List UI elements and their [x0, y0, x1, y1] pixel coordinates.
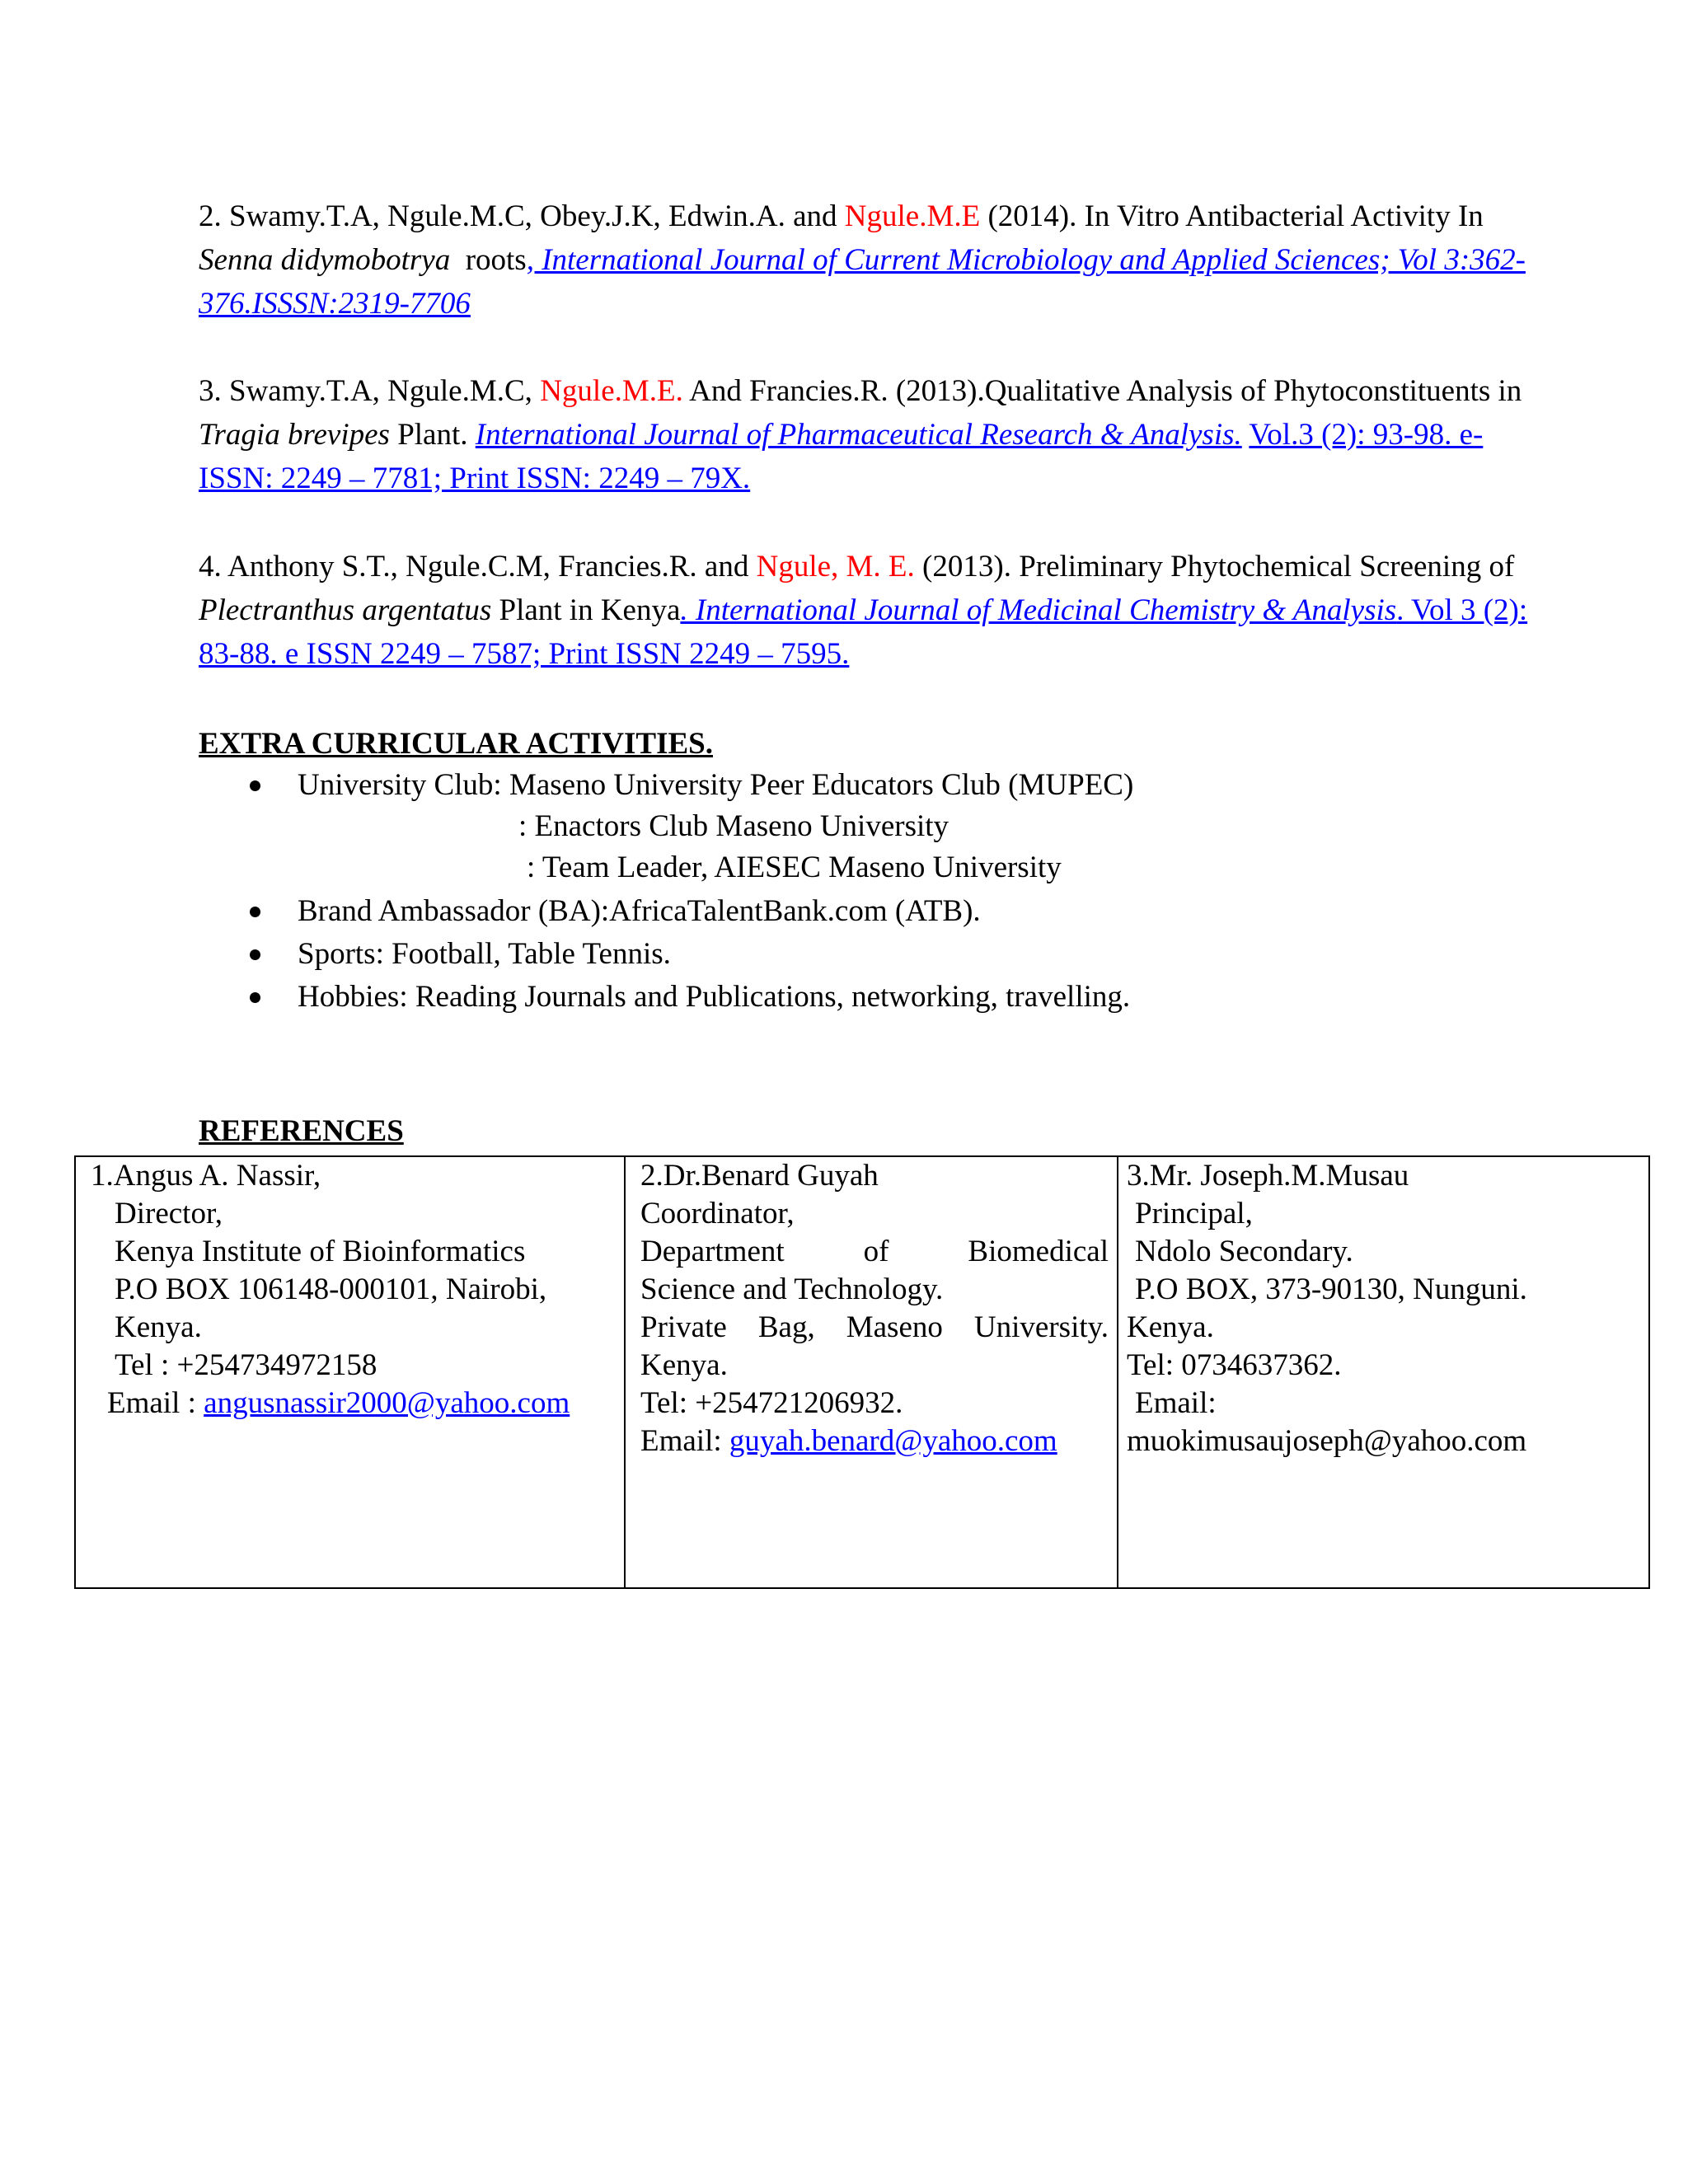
publication-3: [199, 369, 1550, 500]
list-item-text: Sports: Football, Table Tennis.: [298, 937, 671, 971]
ref-word: Bag,: [757, 1310, 815, 1344]
pub-journal-link[interactable]: , International Journal of Current Microbiology and Applied Sciences; Vol 3:362-376.ISSSN:2319-7706: [199, 243, 1526, 321]
publication-2: [199, 194, 1550, 326]
pub-species: Plectranthus argentatus: [199, 593, 492, 627]
ref-email-label: Email :: [107, 1386, 196, 1420]
ref-word: Biomedical: [968, 1235, 1109, 1268]
pub-journal-link[interactable]: . International Journal of Medicinal Chemistry & Analysis: [680, 593, 1397, 627]
pub-number: 2.: [199, 199, 222, 233]
ref-word: Maseno: [846, 1310, 943, 1344]
list-item-text: University Club: Maseno University Peer Educators Club (MUPEC): [298, 768, 1134, 802]
reference-1: [76, 1157, 626, 1587]
pub-post-species: Plant in Kenya: [499, 593, 681, 627]
pub-year-title: (2014). In Vitro Antibacterial Activity In: [987, 199, 1484, 233]
ref-tel: Tel: 0734637362.: [1127, 1348, 1342, 1382]
ref-department-cont: Science and Technology.: [640, 1272, 944, 1306]
ref-org: Kenya Institute of Bioinformatics: [115, 1235, 526, 1268]
ref-name: 1.Angus A. Nassir,: [91, 1159, 321, 1193]
pub-authors: Swamy.T.A, Ngule.M.C,: [229, 374, 532, 408]
ref-word: Private: [640, 1310, 727, 1344]
list-item-text: Hobbies: Reading Journals and Publications, networking, travelling.: [298, 980, 1131, 1014]
pub-species: Senna didymobotrya: [199, 243, 451, 277]
list-item-text: : Team Leader, AIESEC Maseno University: [527, 851, 1062, 884]
bullet-icon: [250, 780, 260, 791]
ref-name: 3.Mr. Joseph.M.Musau: [1127, 1159, 1409, 1193]
ref-email-link[interactable]: angusnassir2000@yahoo.com: [204, 1386, 570, 1420]
pub-journal-tail[interactable]: . Vol 3 (2): 83-88. e ISSN 2249 – 7587; Print ISSN 2249 – 7595.: [199, 593, 1528, 671]
ref-email-link[interactable]: guyah.benard@yahoo.com: [729, 1424, 1057, 1458]
ref-address-line: [640, 1309, 1109, 1347]
extra-curricular-heading: EXTRA CURRICULAR ACTIVITIES.: [199, 727, 713, 761]
pub-authors: Anthony S.T., Ngule.C.M, Francies.R. and: [227, 550, 749, 583]
ref-country: Kenya.: [640, 1348, 728, 1382]
ref-country: Kenya.: [115, 1310, 202, 1344]
pub-highlight-author: Ngule, M. E.: [756, 550, 915, 583]
list-item-text: : Enactors Club Maseno University: [518, 809, 950, 843]
ref-name: 2.Dr.Benard Guyah: [640, 1159, 879, 1193]
pub-number: 3.: [199, 374, 222, 408]
ref-title: Principal,: [1135, 1197, 1253, 1230]
reference-3: [1118, 1157, 1650, 1587]
ref-word: University.: [973, 1310, 1109, 1344]
ref-email-label: Email:: [640, 1424, 722, 1458]
ref-email-line: [107, 1385, 570, 1422]
references-table: [74, 1155, 1650, 1589]
pub-post-species: roots: [465, 243, 527, 277]
bullet-icon: [250, 992, 260, 1003]
ref-country: Kenya.: [1127, 1310, 1214, 1344]
pub-highlight-author: Ngule.M.E: [844, 199, 981, 233]
pub-journal-tail[interactable]: Vol.3 (2): 93-98. e-ISSN: 2249 – 7781; Print ISSN: 2249 – 79X.: [199, 418, 1484, 495]
bullet-icon: [250, 949, 260, 960]
pub-post-species: Plant.: [397, 418, 468, 452]
references-heading: REFERENCES: [199, 1114, 404, 1148]
list-item-text: Brand Ambassador (BA):AfricaTalentBank.com (ATB).: [298, 894, 981, 928]
ref-org: Ndolo Secondary.: [1135, 1235, 1353, 1268]
ref-word: Department: [640, 1235, 785, 1268]
pub-journal-link[interactable]: International Journal of Pharmaceutical Research & Analysis.: [475, 418, 1242, 452]
ref-email-label: Email:: [1135, 1386, 1217, 1420]
pub-highlight-author: Ngule.M.E.: [540, 374, 683, 408]
ref-title: Coordinator,: [640, 1197, 795, 1230]
pub-year-title: (2013). Preliminary Phytochemical Screening of: [922, 550, 1515, 583]
ref-email-text: muokimusaujoseph@yahoo.com: [1127, 1424, 1527, 1458]
publication-4: [199, 545, 1550, 676]
ref-title: Director,: [115, 1197, 223, 1230]
ref-word: of: [863, 1235, 889, 1268]
ref-email-line: [640, 1422, 1057, 1460]
ref-department-line: [640, 1233, 1109, 1271]
pub-number: 4.: [199, 550, 222, 583]
pub-authors: Swamy.T.A, Ngule.M.C, Obey.J.K, Edwin.A. and: [229, 199, 837, 233]
ref-tel: Tel : +254734972158: [115, 1348, 377, 1382]
pub-year-title: And Francies.R. (2013).Qualitative Analysis of Phytoconstituents in: [689, 374, 1522, 408]
ref-address: P.O BOX, 373-90130, Nunguni.: [1135, 1272, 1527, 1306]
pub-species: Tragia brevipes: [199, 418, 390, 452]
ref-tel: Tel: +254721206932.: [640, 1386, 903, 1420]
reference-2: [626, 1157, 1118, 1587]
bullet-icon: [250, 907, 260, 917]
ref-address: P.O BOX 106148-000101, Nairobi,: [115, 1272, 547, 1306]
